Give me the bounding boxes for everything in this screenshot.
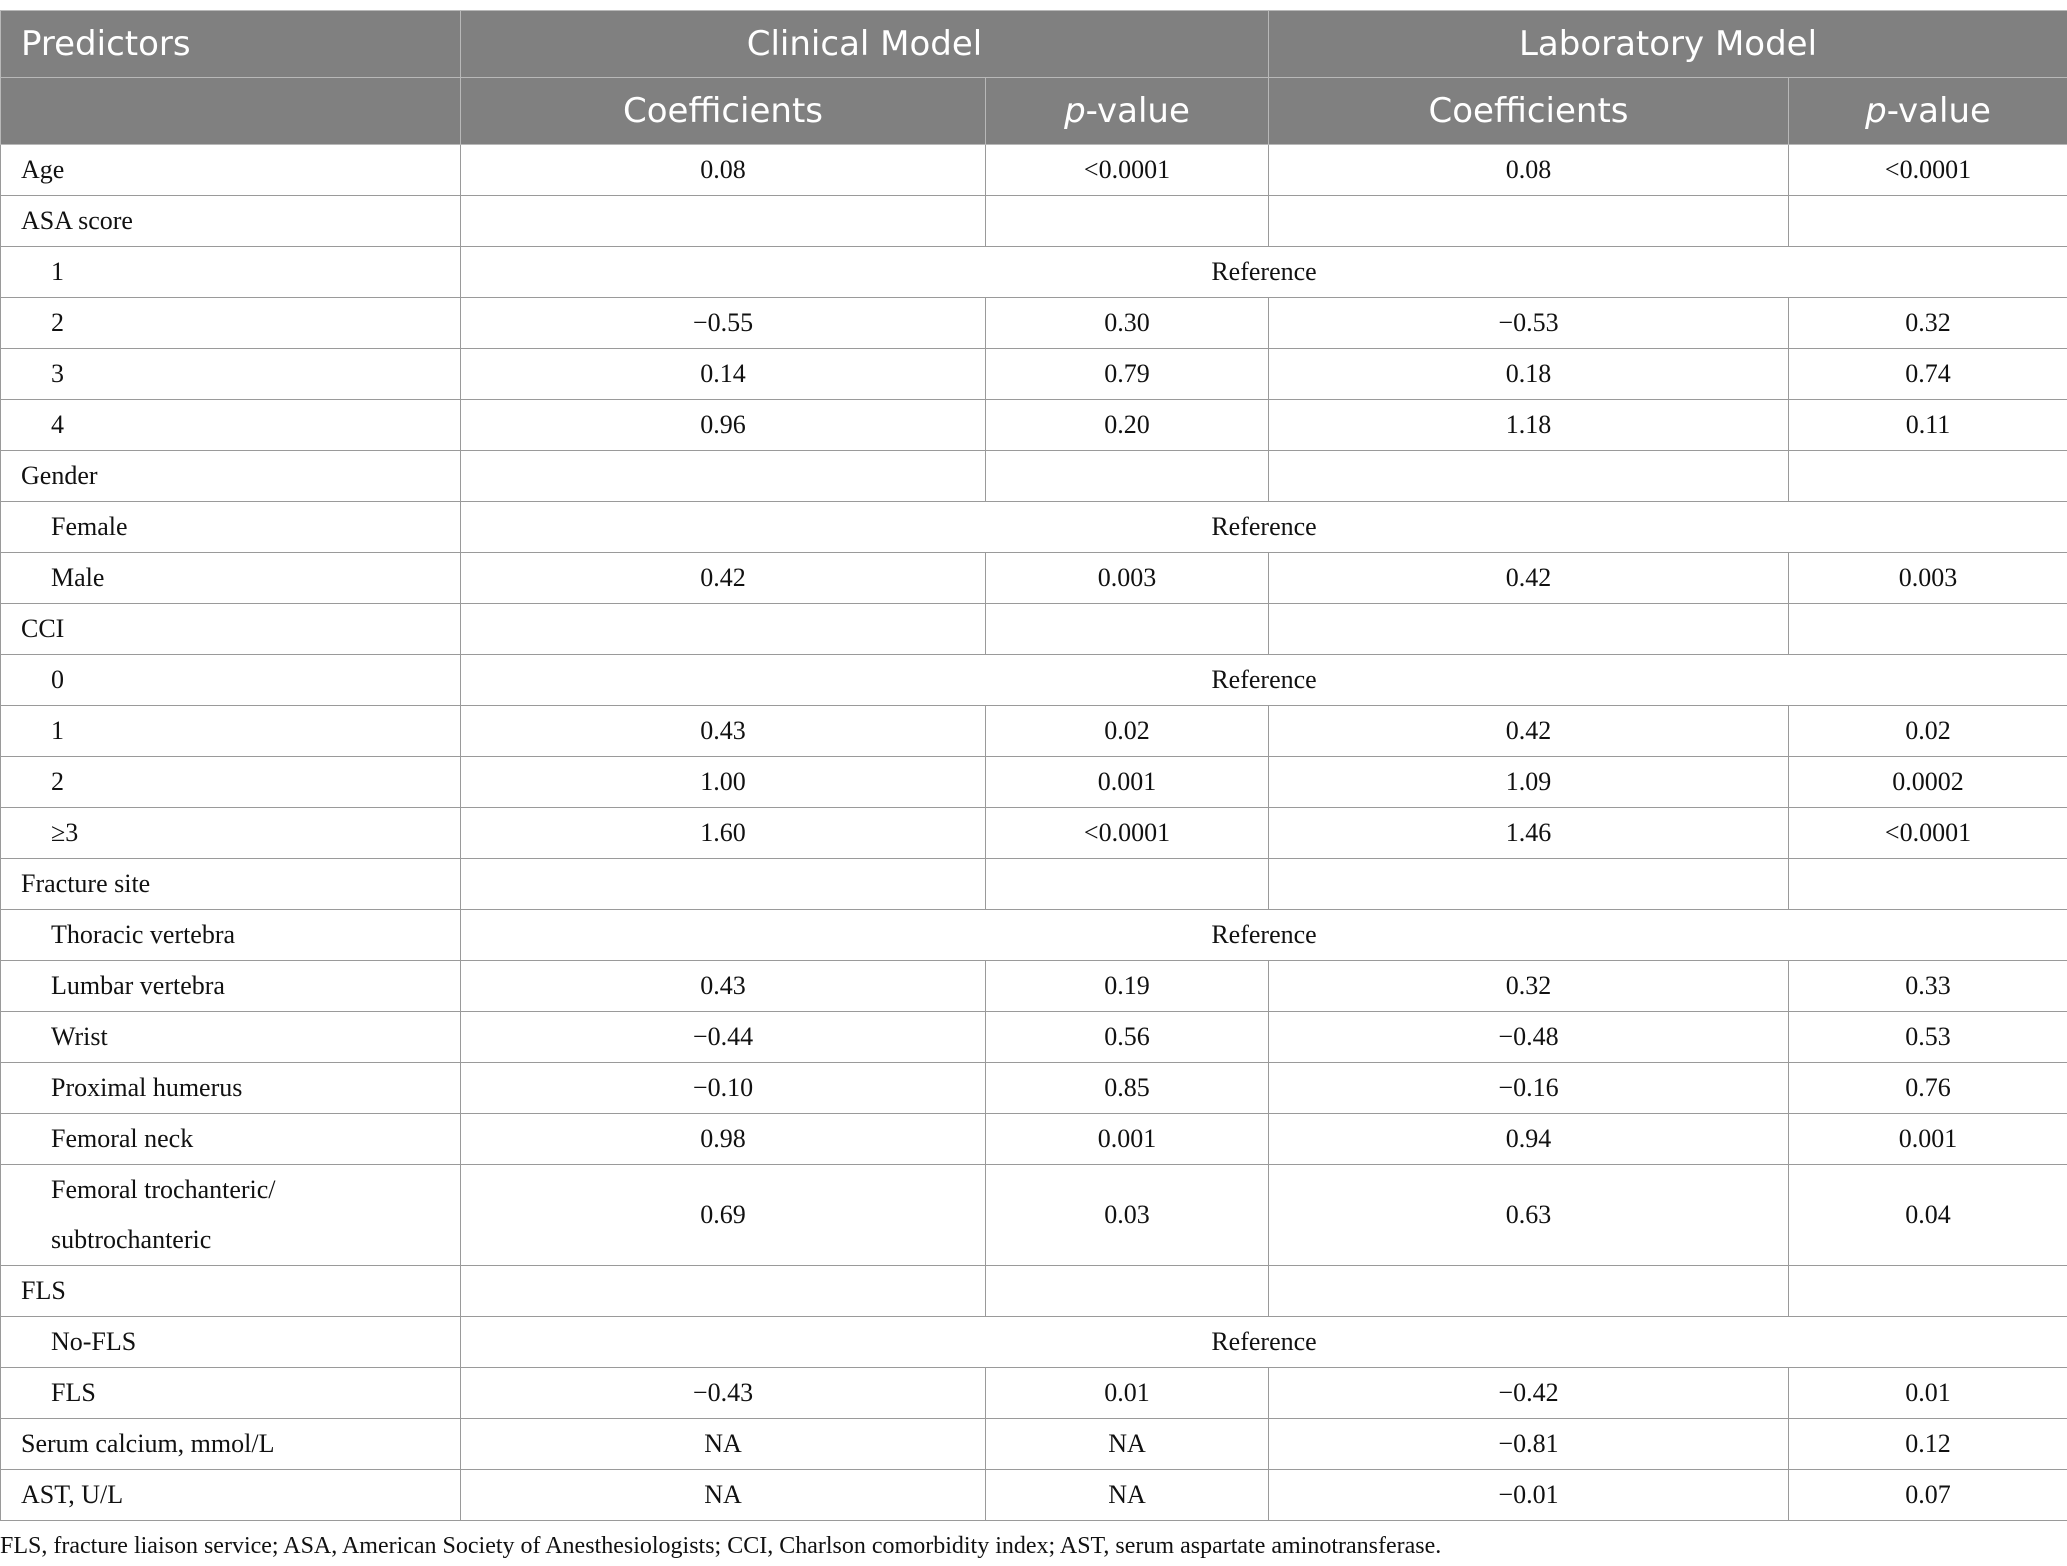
clinical-coefficient-cell: 1.00	[461, 757, 986, 808]
row-label: ASA score	[1, 196, 461, 247]
clinical-pvalue-cell: 0.01	[986, 1368, 1269, 1419]
p-suffix: -value	[1886, 91, 1991, 131]
clinical-pvalue-cell: 0.20	[986, 400, 1269, 451]
table-row	[1, 604, 2067, 655]
laboratory-pvalue-cell: 0.12	[1789, 1419, 2067, 1470]
clinical-coefficient-cell: −0.44	[461, 1012, 986, 1063]
row-label: AST, U/L	[1, 1470, 461, 1521]
row-label: Female	[1, 502, 461, 553]
table-row	[1, 145, 2067, 196]
laboratory-coefficient-cell	[1269, 451, 1789, 502]
laboratory-coefficient-cell: 1.09	[1269, 757, 1789, 808]
row-label: 1	[1, 706, 461, 757]
header-clinical-coefficients: Coefficients	[461, 78, 986, 145]
laboratory-coefficient-cell: 0.63	[1269, 1165, 1789, 1266]
laboratory-pvalue-cell: 0.0002	[1789, 757, 2067, 808]
clinical-pvalue-cell	[986, 1266, 1269, 1317]
p-italic: p	[1865, 91, 1887, 131]
clinical-coefficient-cell: 0.69	[461, 1165, 986, 1266]
reference-cell: Reference	[461, 247, 2067, 298]
laboratory-pvalue-cell: 0.74	[1789, 349, 2067, 400]
laboratory-coefficient-cell: 0.32	[1269, 961, 1789, 1012]
table-row	[1, 859, 2067, 910]
laboratory-coefficient-cell: 0.42	[1269, 706, 1789, 757]
predictors-table	[0, 10, 2067, 1521]
clinical-coefficient-cell	[461, 604, 986, 655]
table-row	[1, 1470, 2067, 1521]
row-label: Wrist	[1, 1012, 461, 1063]
laboratory-coefficient-cell: 0.08	[1269, 145, 1789, 196]
clinical-coefficient-cell	[461, 196, 986, 247]
header-blank	[1, 78, 461, 145]
table-row	[1, 298, 2067, 349]
row-label-line: subtrochanteric	[51, 1225, 212, 1254]
reference-cell: Reference	[461, 502, 2067, 553]
clinical-coefficient-cell	[461, 1266, 986, 1317]
row-label: Proximal humerus	[1, 1063, 461, 1114]
clinical-coefficient-cell: 0.14	[461, 349, 986, 400]
laboratory-coefficient-cell: 0.42	[1269, 553, 1789, 604]
laboratory-coefficient-cell: 0.18	[1269, 349, 1789, 400]
clinical-coefficient-cell: 0.08	[461, 145, 986, 196]
clinical-pvalue-cell: 0.001	[986, 757, 1269, 808]
clinical-coefficient-cell	[461, 859, 986, 910]
laboratory-pvalue-cell: 0.04	[1789, 1165, 2067, 1266]
table-row	[1, 1317, 2067, 1368]
clinical-coefficient-cell: 0.42	[461, 553, 986, 604]
laboratory-coefficient-cell: −0.81	[1269, 1419, 1789, 1470]
laboratory-pvalue-cell: 0.07	[1789, 1470, 2067, 1521]
row-label: Age	[1, 145, 461, 196]
footnote: FLS, fracture liaison service; ASA, American Society of Anesthesiologists; CCI, Charlson comorbidity index; AST, serum aspartate aminotransferase.	[0, 1533, 1442, 1559]
clinical-pvalue-cell: 0.001	[986, 1114, 1269, 1165]
table-row	[1, 553, 2067, 604]
table-row	[1, 706, 2067, 757]
laboratory-pvalue-cell	[1789, 1266, 2067, 1317]
laboratory-coefficient-cell: 1.46	[1269, 808, 1789, 859]
laboratory-coefficient-cell	[1269, 196, 1789, 247]
clinical-pvalue-cell: NA	[986, 1470, 1269, 1521]
row-label-line: Femoral trochanteric/	[51, 1175, 276, 1204]
table-row	[1, 1165, 2067, 1266]
laboratory-pvalue-cell: 0.11	[1789, 400, 2067, 451]
laboratory-coefficient-cell: −0.48	[1269, 1012, 1789, 1063]
header-predictors: Predictors	[1, 11, 461, 78]
laboratory-coefficient-cell	[1269, 1266, 1789, 1317]
clinical-pvalue-cell	[986, 196, 1269, 247]
clinical-pvalue-cell: 0.03	[986, 1165, 1269, 1266]
clinical-pvalue-cell: 0.79	[986, 349, 1269, 400]
clinical-coefficient-cell	[461, 451, 986, 502]
clinical-pvalue-cell: NA	[986, 1419, 1269, 1470]
row-label: 0	[1, 655, 461, 706]
row-label: Gender	[1, 451, 461, 502]
clinical-coefficient-cell: NA	[461, 1419, 986, 1470]
table-row	[1, 1266, 2067, 1317]
table-row	[1, 808, 2067, 859]
laboratory-pvalue-cell: 0.76	[1789, 1063, 2067, 1114]
table-container	[0, 10, 2067, 1560]
laboratory-pvalue-cell: 0.33	[1789, 961, 2067, 1012]
laboratory-coefficient-cell: 0.94	[1269, 1114, 1789, 1165]
header-laboratory-coefficients: Coefficients	[1269, 78, 1789, 145]
table-header	[1, 11, 2067, 145]
clinical-pvalue-cell	[986, 604, 1269, 655]
table-row	[1, 349, 2067, 400]
laboratory-coefficient-cell	[1269, 604, 1789, 655]
clinical-pvalue-cell: 0.003	[986, 553, 1269, 604]
table-row	[1, 961, 2067, 1012]
row-label	[1, 1165, 461, 1266]
clinical-coefficient-cell: 0.96	[461, 400, 986, 451]
clinical-pvalue-cell	[986, 859, 1269, 910]
laboratory-pvalue-cell: 0.53	[1789, 1012, 2067, 1063]
laboratory-pvalue-cell: 0.32	[1789, 298, 2067, 349]
laboratory-pvalue-cell: <0.0001	[1789, 145, 2067, 196]
laboratory-pvalue-cell: 0.01	[1789, 1368, 2067, 1419]
clinical-pvalue-cell: 0.02	[986, 706, 1269, 757]
header-laboratory-pvalue	[1789, 78, 2067, 145]
clinical-coefficient-cell: −0.55	[461, 298, 986, 349]
row-label: 4	[1, 400, 461, 451]
clinical-pvalue-cell: 0.30	[986, 298, 1269, 349]
laboratory-coefficient-cell: −0.42	[1269, 1368, 1789, 1419]
table-row	[1, 247, 2067, 298]
laboratory-pvalue-cell	[1789, 196, 2067, 247]
laboratory-coefficient-cell: −0.01	[1269, 1470, 1789, 1521]
header-clinical-model: Clinical Model	[461, 11, 1269, 78]
header-clinical-pvalue	[986, 78, 1269, 145]
table-row	[1, 196, 2067, 247]
table-body	[1, 145, 2067, 1521]
laboratory-pvalue-cell	[1789, 451, 2067, 502]
row-label: ≥3	[1, 808, 461, 859]
table-row	[1, 400, 2067, 451]
laboratory-pvalue-cell	[1789, 859, 2067, 910]
table-row	[1, 1063, 2067, 1114]
row-label: Male	[1, 553, 461, 604]
row-label: Fracture site	[1, 859, 461, 910]
table-row	[1, 502, 2067, 553]
clinical-coefficient-cell: NA	[461, 1470, 986, 1521]
clinical-coefficient-cell: 1.60	[461, 808, 986, 859]
table-row	[1, 1368, 2067, 1419]
clinical-coefficient-cell: −0.43	[461, 1368, 986, 1419]
row-label: FLS	[1, 1266, 461, 1317]
row-label: 2	[1, 298, 461, 349]
row-label: Lumbar vertebra	[1, 961, 461, 1012]
laboratory-coefficient-cell	[1269, 859, 1789, 910]
table-row	[1, 1012, 2067, 1063]
clinical-coefficient-cell: 0.43	[461, 961, 986, 1012]
row-label: Serum calcium, mmol/L	[1, 1419, 461, 1470]
row-label: 1	[1, 247, 461, 298]
laboratory-pvalue-cell: 0.003	[1789, 553, 2067, 604]
laboratory-pvalue-cell: 0.001	[1789, 1114, 2067, 1165]
row-label: CCI	[1, 604, 461, 655]
table-row	[1, 655, 2067, 706]
row-label: No-FLS	[1, 1317, 461, 1368]
laboratory-coefficient-cell: 1.18	[1269, 400, 1789, 451]
clinical-coefficient-cell: 0.98	[461, 1114, 986, 1165]
clinical-pvalue-cell: 0.19	[986, 961, 1269, 1012]
laboratory-pvalue-cell: 0.02	[1789, 706, 2067, 757]
table-row	[1, 757, 2067, 808]
table-row	[1, 1419, 2067, 1470]
row-label: 2	[1, 757, 461, 808]
clinical-coefficient-cell: −0.10	[461, 1063, 986, 1114]
clinical-pvalue-cell: 0.56	[986, 1012, 1269, 1063]
table-row	[1, 451, 2067, 502]
row-label: FLS	[1, 1368, 461, 1419]
clinical-pvalue-cell: 0.85	[986, 1063, 1269, 1114]
header-laboratory-model: Laboratory Model	[1269, 11, 2067, 78]
laboratory-pvalue-cell: <0.0001	[1789, 808, 2067, 859]
row-label: Thoracic vertebra	[1, 910, 461, 961]
reference-cell: Reference	[461, 1317, 2067, 1368]
header-row-2	[1, 78, 2067, 145]
header-row-1	[1, 11, 2067, 78]
table-row	[1, 910, 2067, 961]
reference-cell: Reference	[461, 910, 2067, 961]
p-italic: p	[1064, 91, 1086, 131]
row-label: Femoral neck	[1, 1114, 461, 1165]
laboratory-coefficient-cell: −0.53	[1269, 298, 1789, 349]
table-row	[1, 1114, 2067, 1165]
clinical-coefficient-cell: 0.43	[461, 706, 986, 757]
row-label: 3	[1, 349, 461, 400]
reference-cell: Reference	[461, 655, 2067, 706]
clinical-pvalue-cell: <0.0001	[986, 145, 1269, 196]
laboratory-coefficient-cell: −0.16	[1269, 1063, 1789, 1114]
clinical-pvalue-cell	[986, 451, 1269, 502]
p-suffix: -value	[1085, 91, 1190, 131]
laboratory-pvalue-cell	[1789, 604, 2067, 655]
clinical-pvalue-cell: <0.0001	[986, 808, 1269, 859]
